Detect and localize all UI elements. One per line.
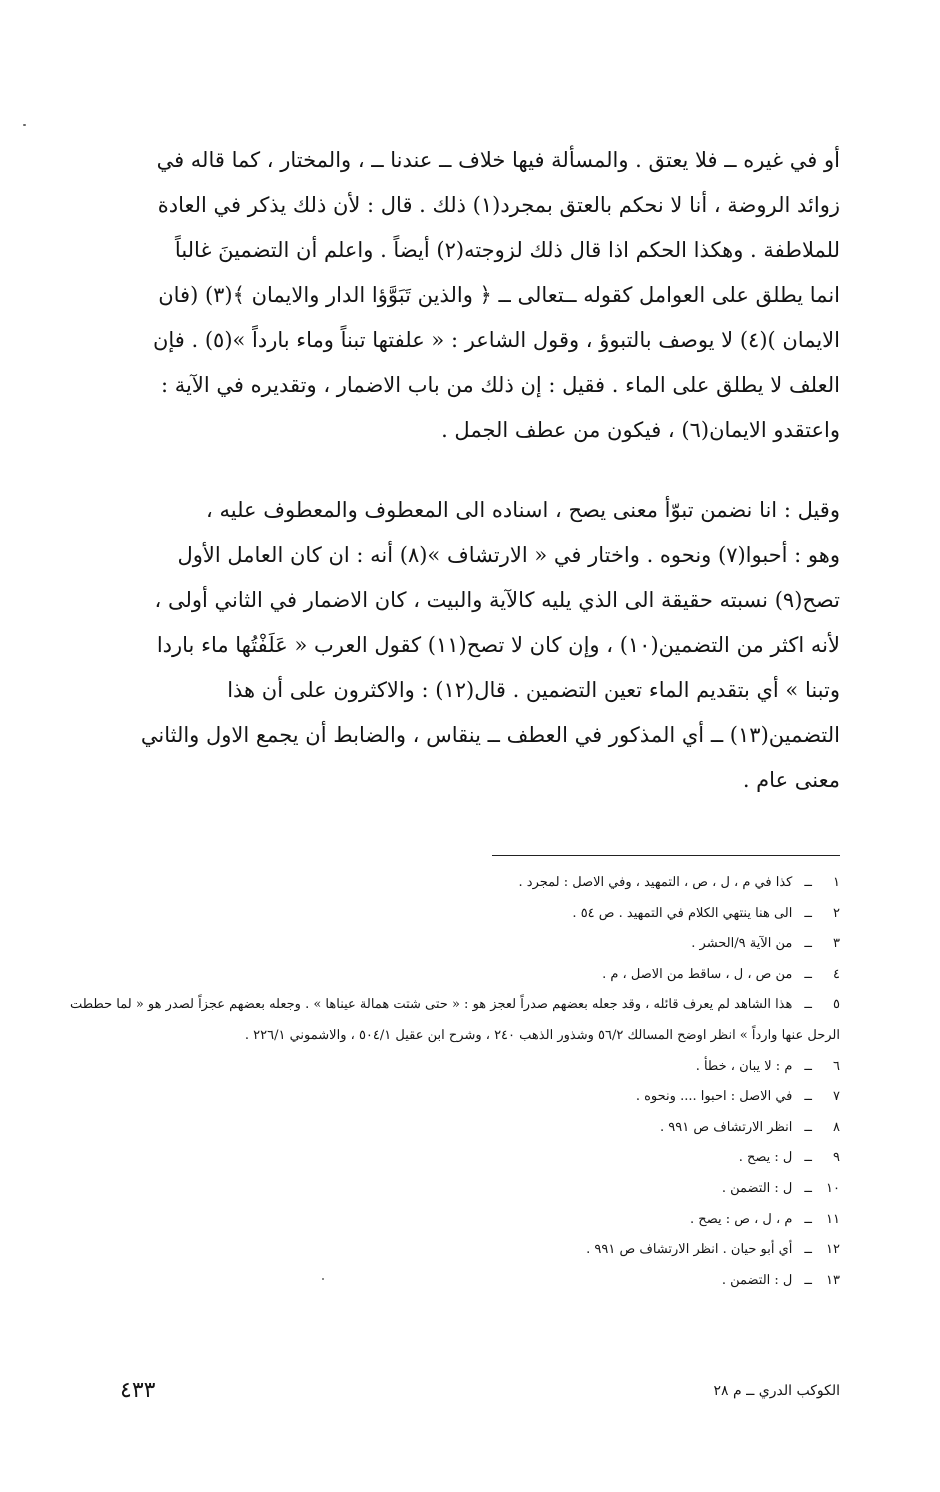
text-line: للملاطفة . وهكذا الحكم اذا قال ذلك لزوجته(٢) أيضاً . واعلم أن التضمينَ غالباً (174, 238, 840, 262)
text-line: انما يطلق على العوامل كقوله ــتعالى ــ ﴿ والذين تَبَوَّؤا الدار والايمان ﴾(٣) (فان (158, 283, 840, 307)
footnote-text: ل : التضمن . (721, 1180, 793, 1196)
footnotes (70, 868, 840, 1296)
footnote: ٦ــم : لا يبان ، خطأ . (70, 1052, 840, 1083)
scan-speck (23, 124, 26, 126)
footnote-text: في الاصل : احبوا .... ونحوه . (635, 1089, 793, 1105)
footnote: ٥ــهذا الشاهد لم يعرف قائله ، وقد جعله بعضهم صدراً لعجز هو : « حتى شتت همالة عيناها » . وجعله بعضهم عجزاً لصدر هو « لما حططت الرحل عنها وارداً » انظر اوضح المسالك ٥٦/٢ وشذور الذهب ٢٤٠ ، وشرح ابن عقيل ٥٠٤/١ ، والاشموني ٢٢٦/١ . (70, 990, 840, 1051)
footnote-text: انظر الارتشاف ص ٩٩١ . (660, 1119, 793, 1135)
text-line: وهو : أحبوا(٧) ونحوه . واختار في « الارتشاف »(٨) أنه : ان كان العامل الأول (177, 543, 840, 567)
text-line: الايمان )(٤) لا يوصف بالتبوؤ ، وقول الشاعر : « علفتها تبناً وماء بارداً »(٥) . فإن (152, 328, 840, 352)
footnote-number: ١ (833, 875, 840, 890)
footnote-number: ٣ (833, 936, 840, 952)
footnote: ١٠ــل : التضمن . (70, 1174, 840, 1205)
footnote-text: من ص ، ل ، ساقط من الاصل ، م . (602, 966, 793, 982)
page-number: ٤٣٣ (120, 1378, 156, 1403)
footnote-number: ١٣ (826, 1272, 840, 1288)
footnote-number: ٧ (833, 1089, 840, 1105)
footnote-number: ٩ (833, 1150, 840, 1166)
footnote-text: م : لا يبان ، خطأ . (695, 1058, 793, 1074)
footnote: ١١ــم ، ل ، ص : يصح . (70, 1205, 840, 1236)
footnote-number: ٦ (833, 1058, 840, 1074)
footnote-number: ٢ (833, 905, 840, 921)
signature-mark: الكوكب الدري ــ م ٢٨ (713, 1383, 840, 1399)
footnote-number: ١١ (826, 1211, 840, 1227)
text-line: لأنه اكثر من التضمين(١٠) ، وإن كان لا تصح(١١) كقول العرب « عَلَفْتُها ماء باردا (156, 633, 840, 657)
footnote-text: أي أبو حيان . انظر الارتشاف ص ٩٩١ . (586, 1242, 793, 1258)
footnote-number: ١٠ (826, 1180, 840, 1196)
text-line: تصح(٩) نسبته حقيقة الى الذي يليه كالآية والبيت ، كان الاضمار في الثاني أولى ، (154, 588, 840, 612)
footnote-text: الى هنا ينتهي الكلام في التمهيد . ص ٥٤ . (572, 905, 793, 921)
text-line: زوائد الروضة ، أنا لا نحكم بالعتق بمجرد(١) ذلك . قال : لأن ذلك يذكر في العادة (157, 193, 840, 217)
footnote-text: ل : التضمن . (721, 1272, 793, 1288)
footnote-number: ٤ (833, 966, 840, 982)
text-line: وقيل : انا نضمن تبوّأ معنى يصح ، اسناده الى المعطوف والمعطوف عليه ، (206, 498, 840, 522)
footnote: ١٢ــأي أبو حيان . انظر الارتشاف ص ٩٩١ . (70, 1235, 840, 1266)
footnote: ١ــكذا في م ، ل ، ص ، التمهيد ، وفي الاصل : لمجرد . (70, 868, 840, 899)
footnote-text: من الآية ٩/الحشر . (691, 936, 793, 952)
text-line: وتبنا » أي بتقديم الماء تعين التضمين . قال(١٢) : والاكثرون على أن هذا (227, 678, 840, 702)
text-line: واعتقدو الايمان(٦) ، فيكون من عطف الجمل . (441, 418, 840, 442)
text-line: أو في غيره ــ فلا يعتق . والمسألة فيها خلاف ــ عندنا ــ ، والمختار ، كما قاله في (156, 148, 840, 172)
footnote: ٩ــل : يصح . (70, 1143, 840, 1174)
footnote: ٣ــمن الآية ٩/الحشر . (70, 929, 840, 960)
footnote: ٨ــانظر الارتشاف ص ٩٩١ . (70, 1113, 840, 1144)
footnote-separator (492, 855, 840, 856)
footnote-text: ل : يصح . (738, 1150, 793, 1166)
footnote-text: م ، ل ، ص : يصح . (690, 1211, 793, 1227)
footnote-text: هذا الشاهد لم يعرف قائله ، وقد جعله بعضهم صدراً لعجز هو : « حتى شتت همالة عيناها » . وجعله بعضهم عجزاً لصدر هو « لما حططت الرحل عنها وارداً » انظر اوضح المسالك ٥٦/٢ وشذور الذهب ٢٤٠ ، وشرح ابن عقيل ٥٠٤/١ ، والاشموني ٢٢٦/١ . (69, 997, 840, 1043)
footnote-number: ٥ (833, 997, 840, 1013)
text-line: التضمين(١٣) ــ أي المذكور في العطف ــ ينقاس ، والضابط أن يجمع الاول والثاني (140, 723, 840, 747)
main-paragraph-2 (140, 488, 840, 803)
footnote: ٧ــفي الاصل : احبوا .... ونحوه . (70, 1082, 840, 1113)
footnote-number: ٨ (833, 1119, 840, 1135)
footnote: ٢ــالى هنا ينتهي الكلام في التمهيد . ص ٥٤ . (70, 899, 840, 930)
footnote: ٤ــمن ص ، ل ، ساقط من الاصل ، م . (70, 960, 840, 991)
footnote-text: كذا في م ، ل ، ص ، التمهيد ، وفي الاصل : لمجرد . (518, 875, 793, 890)
main-paragraph-1 (152, 138, 840, 453)
text-line: معنى عام . (742, 768, 840, 792)
footnote-number: ١٢ (826, 1242, 840, 1258)
footnote: ١٣ــل : التضمن . (70, 1266, 840, 1297)
text-line: العلف لا يطلق على الماء . فقيل : إن ذلك من باب الاضمار ، وتقديره في الآية : (161, 373, 840, 397)
